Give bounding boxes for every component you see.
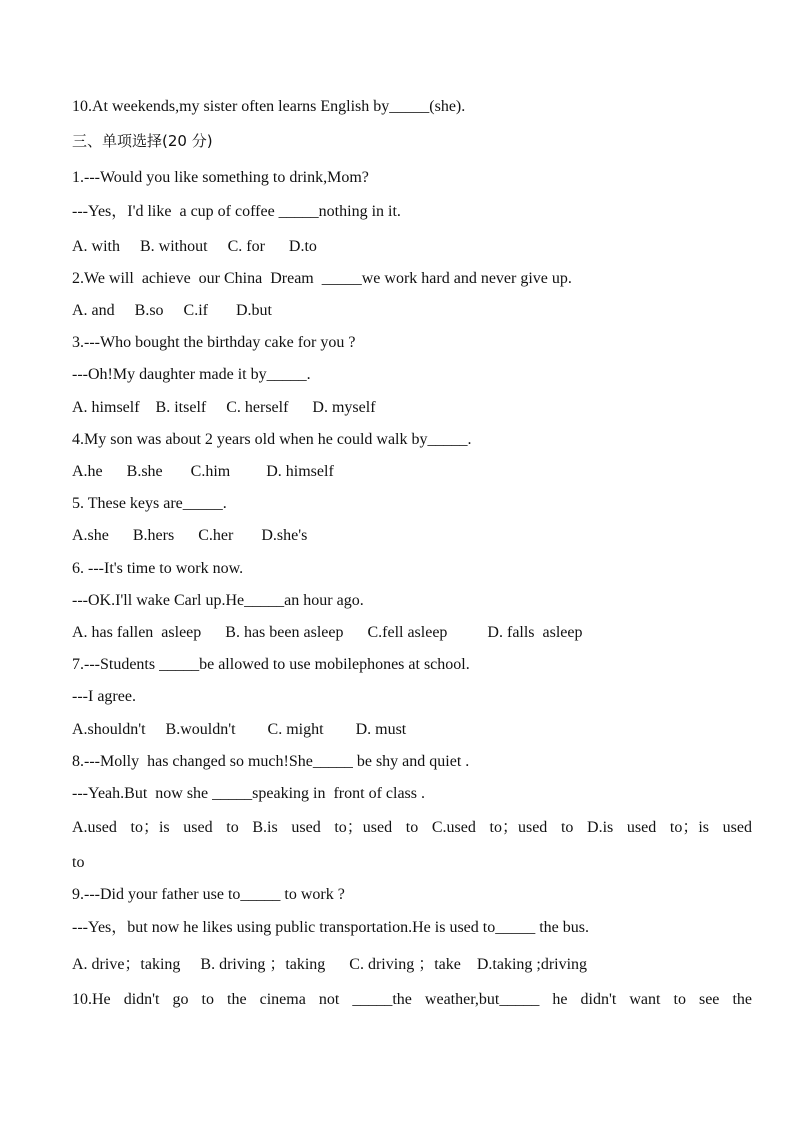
question-10-prompt: 10.He didn't go to the cinema not _____the weather,but_____ he didn't want to see the [72,991,752,1008]
question-1-response: ---Yes，I'd like a cup of coffee _____nothing in it. [72,203,401,220]
question-3-response: ---Oh!My daughter made it by_____. [72,366,311,383]
question-3-prompt: 3.---Who bought the birthday cake for you ? [72,334,356,351]
question-7-response: ---I agree. [72,688,136,705]
question-9-options: A. drive；taking B. driving ；taking C. driving ；take D.taking ;driving [72,956,588,973]
section-heading-single-choice: 三、单项选择(20 分) [72,132,213,150]
question-2-options: A. and B.so C.if D.but [72,302,272,319]
question-6-prompt: 6. ---It's time to work now. [72,560,244,577]
question-8-options: A.used to；is used to B.is used to；used to C.used to；used to D.is used to；is used [72,819,752,836]
question-6-options: A. has fallen asleep B. has been asleep C.fell asleep D. falls asleep [72,624,583,641]
question-1-prompt: 1.---Would you like something to drink,Mom? [72,169,369,186]
question-9-response: ---Yes，but now he likes using public transportation.He is used to_____ the bus. [72,919,589,936]
question-4-prompt: 4.My son was about 2 years old when he could walk by_____. [72,431,472,448]
question-8-prompt: 8.---Molly has changed so much!She_____ be shy and quiet . [72,753,470,770]
question-6-response: ---OK.I'll wake Carl up.He_____an hour ago. [72,592,364,609]
question-1-options: A. with B. without C. for D.to [72,238,317,255]
question-2-prompt: 2.We will achieve our China Dream _____we work hard and never give up. [72,270,572,287]
question-7-prompt: 7.---Students _____be allowed to use mobilephones at school. [72,656,470,673]
question-3-options: A. himself B. itself C. herself D. myself [72,399,376,416]
question-10-fill-blank: 10.At weekends,my sister often learns English by_____(she). [72,98,466,115]
question-5-options: A.she B.hers C.her D.she's [72,527,308,544]
question-7-options: A.shouldn't B.wouldn't C. might D. must [72,721,407,738]
question-8-response: ---Yeah.But now she _____speaking in front of class . [72,785,425,802]
question-5-prompt: 5. These keys are_____. [72,495,227,512]
question-9-prompt: 9.---Did your father use to_____ to work ? [72,886,345,903]
question-8-options-wrap: to [72,854,85,871]
question-4-options: A.he B.she C.him D. himself [72,463,334,480]
